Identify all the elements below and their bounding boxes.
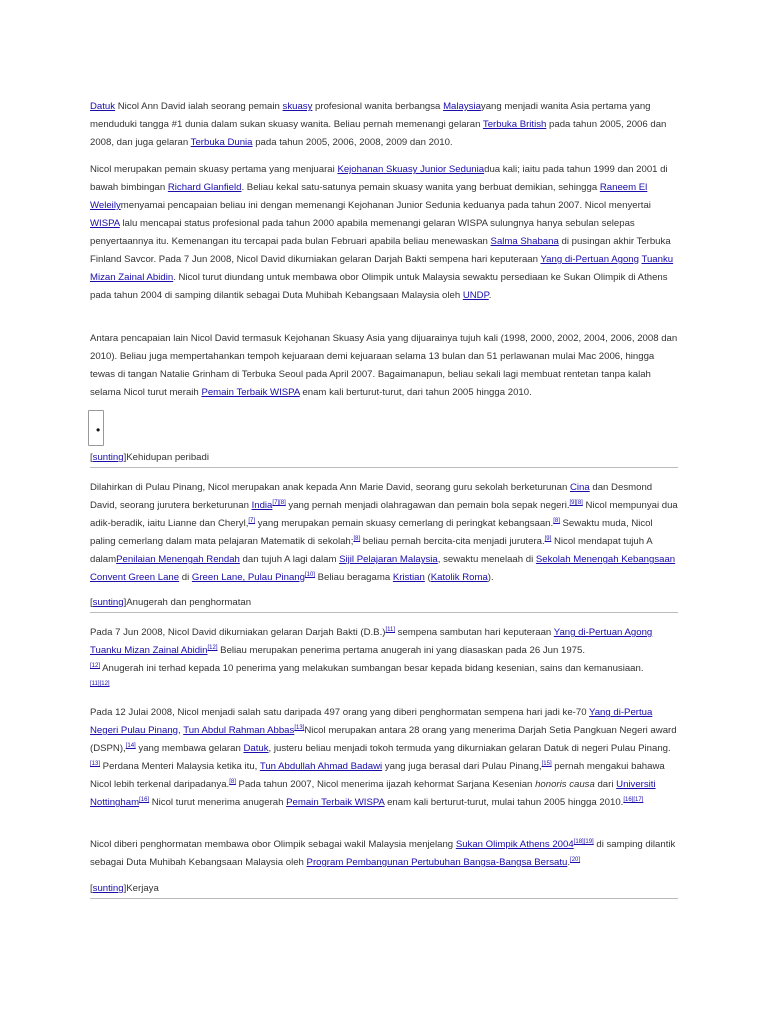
awards-paragraph: Pada 7 Jun 2008, Nicol David dikurniakan gelaran Darjah Bakti (D.B.)[11] sempena sambutan hari keputeraan Yang di-Pertuan Agong Tuanku Mizan Zainal Abidin[12] Beliau merupakan penerima pertama anugerah ini yang diasaskan pada 26 Jun 1975. [12] Anugerah ini terhad kepada 10 penerima yang melakukan sumbangan besar kepada bidang kesenian, sains dan kemanusiaan. [11][12] <box>90 626 653 687</box>
citation[interactable]: [11][12] <box>90 680 110 687</box>
link-green-lane[interactable]: Green Lane, Pulau Pinang <box>191 572 305 583</box>
citation[interactable]: [7][8] <box>272 499 286 506</box>
citation[interactable]: [7] <box>248 517 256 524</box>
citation[interactable]: [8] <box>553 517 560 524</box>
intro-paragraph: Datuk Nicol Ann David ialah seorang pemain skuasy profesional wanita berbangsa Malaysiayang menjadi wanita Asia pertama yang menduduki tangga #1 dunia dalam sukan skuasy wanita. Beliau pernah memenangi gelaran Terbuka British pada tahun 2005, 2006 dan 2008, dan juga gelaran Terbuka Dunia pada tahun 2005, 2006, 2008, 2009 dan 2010. <box>90 101 667 148</box>
citation[interactable]: [16][17] <box>623 796 644 803</box>
citation[interactable]: [8] <box>229 778 236 785</box>
link-pmr[interactable]: Penilaian Menengah Rendah <box>116 554 240 565</box>
link-yang-di-pertuan-agong-2[interactable]: Yang di-Pertuan Agong <box>553 627 653 638</box>
edit-link-kerjaya[interactable]: sunting <box>92 883 124 894</box>
link-terbuka-dunia[interactable]: Terbuka Dunia <box>190 137 253 148</box>
link-tuanku-mizan[interactable]: Tuanku Mizan Zainal Abidin <box>90 254 674 283</box>
link-abdullah-badawi[interactable]: Tun Abdullah Ahmad Badawi <box>259 761 383 772</box>
link-datuk-2[interactable]: Datuk <box>243 743 269 754</box>
link-india[interactable]: India <box>251 500 273 511</box>
citation[interactable]: [9] <box>544 535 552 542</box>
section-heading-anugerah: [sunting]Anugerah dan penghormatan <box>90 594 678 613</box>
link-datuk[interactable]: Datuk <box>90 101 116 112</box>
citation[interactable]: [12] <box>90 662 101 669</box>
link-convent-green-lane[interactable]: Sekolah Menengah Kebangsaan Convent Green Lane <box>90 554 676 583</box>
link-cina[interactable]: Cina <box>569 482 590 493</box>
personal-life-paragraph: Dilahirkan di Pulau Pinang, Nicol merupakan anak kepada Ann Marie David, seorang guru sekolah berketurunan Cina dan Desmond David, seorang jurutera berketurunan India[7][8] yang pernah menjadi olahragawan dan pemain bola sepak negeri.[9][8] Nicol mempunyai dua adik-beradik, iaitu Lianne dan Cheryl,[7] yang merupakan pemain skuasy cemerlang di peringkat kebangsaan.[8] Sewaktu muda, Nicol paling cemerlang dalam mata pelajaran Matematik di sekolah;[8] beliau pernah bercita-cita menjadi jurutera.[9] Nicol mendapat tujuh A dalamPenilaian Menengah Rendah dan tujuh A lagi dalam Sijil Pelajaran Malaysia, sewaktu menelaah di Sekolah Menengah Kebangsaan Convent Green Lane di Green Lane, Pulau Pinang[10] Beliau beragama Kristian (Katolik Roma). <box>90 482 678 583</box>
citation[interactable]: [20] <box>570 856 581 863</box>
achievements-paragraph: Antara pencapaian lain Nicol David termasuk Kejohanan Skuasy Asia yang dijuarainya tujuh kali (1998, 2000, 2002, 2004, 2006, 2008 dan 2010). Beliau juga mempertahankan tempoh kejuaraan demi kejuaraan selama 13 bulan dan 51 perlawanan mulai Mac 2006, hingga tewas di tangan Natalie Grinham di Terbuka Seoul pada April 2007. Bagaimanapun, beliau sekali lagi membuat rentetan tanpa kalah selama Nicol turut meraih Pemain Terbaik WISPA enam kali berturut-turut, dari tahun 2005 hingga 2010. <box>90 333 678 398</box>
career-paragraph: Nicol merupakan pemain skuasy pertama yang menjuarai Kejohanan Skuasy Junior Seduniadua kali; iaitu pada tahun 1999 dan 2001 di bawah bimbingan Richard Glanfield. Beliau kekal satu-satunya pemain skuasy wanita yang berbuat demikian, sehingga Raneem El Weleilymenyamai pencapaian beliau ini dengan memenangi Kejohanan Junior Sedunia keduanya pada tahun 2007. Nicol menyertai WISPA lalu mencapai status profesional pada tahun 2000 apabila memenangi gelaran WISPA sulungnya hanya sebulan selepas penyertaannya itu. Kemenangan itu tercapai pada bulan Februari apabila beliau menewaskan Salma Shabana di pusingan akhir Terbuka Finland Savcor. Pada 7 Jun 2008, Nicol David dikurniakan gelaran Darjah Bakti sempena hari keputeraan Yang di-Pertuan Agong Tuanku Mizan Zainal Abidin. Nicol turut diundang untuk membawa obor Olimpik untuk Malaysia sewaktu persediaan ke Sukan Olimpik di Athens pada tahun 2004 di samping dilantik sebagai Duta Muhibah Kebangsaan Malaysia oleh UNDP. <box>90 164 674 301</box>
edit-link-peribadi[interactable]: sunting <box>92 452 124 463</box>
link-pemain-terbaik-2[interactable]: Pemain Terbaik WISPA <box>286 797 385 808</box>
link-sukan-olimpik-athens[interactable]: Sukan Olimpik Athens 2004 <box>455 839 574 850</box>
link-yang-di-pertua-negeri[interactable]: Yang di-Pertua Negeri Pulau Pinang <box>90 707 653 736</box>
citation[interactable]: [16] <box>139 796 150 803</box>
link-skuasy[interactable]: skuasy <box>282 101 313 112</box>
citation[interactable]: [13] <box>294 724 305 731</box>
link-pemain-terbaik[interactable]: Pemain Terbaik WISPA <box>201 387 300 398</box>
citation[interactable]: [10] <box>304 571 315 578</box>
citation[interactable]: [18][19] <box>573 838 594 845</box>
honours-paragraph: Pada 12 Julai 2008, Nicol menjadi salah satu daripada 497 orang yang diberi penghormatan sempena hari jadi ke-70 Yang di-Pertua Negeri Pulau Pinang, Tun Abdul Rahman Abbas[13]Nicol merupakan antara 28 orang yang menerima Darjah Setia Pangkuan Negeri award (DSPN),[14] yang membawa gelaran Datuk, justeru beliau menjadi tokoh termuda yang dikurniakan gelaran Datuk di negeri Pulau Pinang.[13] Perdana Menteri Malaysia ketika itu, Tun Abdullah Ahmad Badawi yang juga berasal dari Pulau Pinang,[15] pernah mengakui bahawa Nicol lebih terkenal daripadanya.[8] Pada tahun 2007, Nicol menerima ijazah kehormat Sarjana Kesenian honoris causa dari Universiti Nottingham[16] Nicol turut menerima anugerah Pemain Terbaik WISPA enam kali berturut-turut, mulai tahun 2005 hingga 2010.[16][17] <box>90 707 677 808</box>
citation[interactable]: [8] <box>353 535 361 542</box>
link-salma-shabana[interactable]: Salma Shabana <box>490 236 559 247</box>
citation[interactable]: [15] <box>541 760 552 767</box>
link-tun-abdul-rahman-abbas[interactable]: Tun Abdul Rahman Abbas <box>183 725 295 736</box>
link-wispa[interactable]: WISPA <box>90 218 120 229</box>
citation[interactable]: [13] <box>90 760 101 767</box>
citation[interactable]: [11] <box>385 626 395 633</box>
citation[interactable]: [12] <box>207 644 218 651</box>
olympic-paragraph: Nicol diberi penghormatan membawa obor Olimpik sebagai wakil Malaysia menjelang Sukan Olimpik Athens 2004[18][19] di samping dilantik sebagai Duta Muhibah Kebangsaan Malaysia oleh Program Pembangunan Pertubuhan Bangsa-Bangsa Bersatu.[20] <box>90 838 676 868</box>
citation[interactable]: [9][8] <box>569 499 583 506</box>
section-heading-peribadi: [sunting]Kehidupan peribadi <box>90 449 678 468</box>
edit-link-anugerah[interactable]: sunting <box>92 597 124 608</box>
link-malaysia[interactable]: Malaysia <box>443 101 481 112</box>
link-spm[interactable]: Sijil Pelajaran Malaysia <box>339 554 438 565</box>
link-yang-di-pertuan-agong[interactable]: Yang di-Pertuan Agong <box>540 254 639 265</box>
link-kejohanan-junior[interactable]: Kejohanan Skuasy Junior Sedunia <box>337 164 485 175</box>
link-raneem[interactable]: Raneem El Weleily <box>90 182 648 211</box>
link-terbuka-british[interactable]: Terbuka British <box>482 119 547 130</box>
link-kristian[interactable]: Kristian <box>392 572 425 583</box>
link-richard-glanfield[interactable]: Richard Glanfield <box>167 182 242 193</box>
link-universiti-nottingham[interactable]: Universiti Nottingham <box>90 779 656 808</box>
link-undp-full[interactable]: Program Pembangunan Pertubuhan Bangsa-Bangsa Bersatu <box>306 857 568 868</box>
link-tuanku-mizan-2[interactable]: Tuanku Mizan Zainal Abidin <box>90 645 208 656</box>
section-heading-kerjaya: [sunting]Kerjaya <box>90 880 678 899</box>
link-undp[interactable]: UNDP <box>462 290 489 301</box>
citation[interactable]: [14] <box>125 742 136 749</box>
link-katolik-roma[interactable]: Katolik Roma <box>430 572 488 583</box>
bullet-icon: • <box>96 423 101 437</box>
